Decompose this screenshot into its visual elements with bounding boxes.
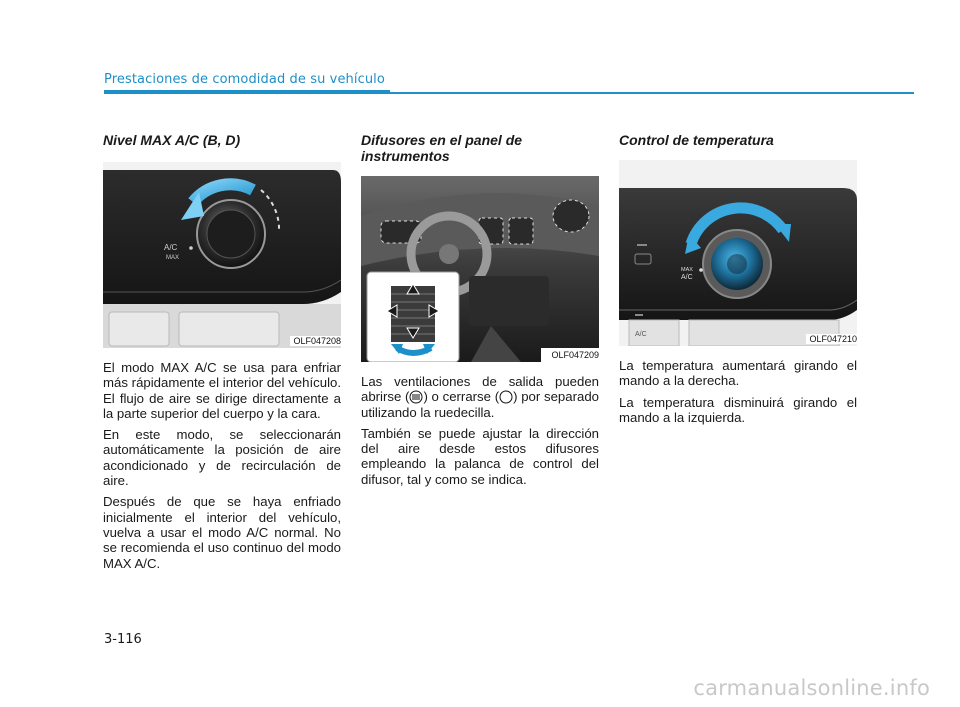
- paragraph-vent-open-close: Las ventilaciones de salida pueden abrirse ( ) o cerrarse ( ) por separado utilizando la ruedecilla.: [361, 374, 599, 420]
- figure-code: OLF047210: [806, 334, 857, 344]
- figure-code: OLF047209: [548, 350, 599, 360]
- ac-button-label: A/C: [635, 331, 647, 338]
- dashboard-vents-illustration: [361, 176, 599, 362]
- page-number: 3-116: [104, 632, 142, 647]
- figure-temperature: [619, 160, 857, 346]
- header-rule-thin: [390, 92, 914, 94]
- column-temperature-control: [619, 132, 857, 431]
- section-title-temperature: Control de temperatura: [619, 132, 774, 148]
- paragraph: La temperatura disminuirá girando el mando a la izquierda.: [619, 394, 857, 425]
- section-title-max-ac: Nivel MAX A/C (B, D): [103, 132, 241, 148]
- vent-closed-icon: [499, 390, 513, 404]
- knob-label-ac: A/C: [164, 243, 178, 252]
- paragraph: También se puede ajustar la dirección del aire desde estos difusores empleando la palanca de control del difusor, tal y como se indica.: [361, 425, 599, 487]
- knob-label-max: MAX: [681, 267, 693, 273]
- knob-label-ac: A/C: [681, 274, 693, 281]
- max-ac-knob-illustration: [103, 162, 341, 348]
- vent-open-icon: [409, 390, 423, 404]
- max-ac-description: [103, 360, 341, 571]
- temperature-description: [619, 358, 857, 425]
- figure-vents: [361, 176, 599, 362]
- figure-code: OLF047208: [290, 336, 341, 346]
- section-header-title: Prestaciones de comodidad de su vehículo: [104, 72, 385, 87]
- site-watermark: carmanualsonline.info: [693, 676, 930, 700]
- paragraph: El modo MAX A/C se usa para enfriar más rápidamente el interior del vehículo. El flujo de aire se dirige directamente a la parte superior del cuerpo y la cara.: [103, 360, 341, 421]
- vents-description: [361, 374, 599, 487]
- figure-max-ac: [103, 162, 341, 348]
- column-dashboard-vents: [361, 132, 599, 493]
- knob-label-max: MAX: [166, 255, 180, 261]
- paragraph: La temperatura aumentará girando el mando a la derecha.: [619, 358, 857, 389]
- paragraph: Después de que se haya enfriado inicialmente el interior del vehículo, vuelva a usar el modo A/C normal. No se recomienda el uso continuo del modo MAX A/C.: [103, 494, 341, 571]
- temperature-knob-illustration: [619, 160, 857, 346]
- section-title-vents: Difusores en el panel de instrumentos: [361, 132, 523, 164]
- header-rule-thick: [104, 90, 390, 94]
- column-max-ac: [103, 132, 341, 577]
- paragraph: En este modo, se seleccionarán automáticamente la posición de aire acondicionado y de recirculación de aire.: [103, 427, 341, 489]
